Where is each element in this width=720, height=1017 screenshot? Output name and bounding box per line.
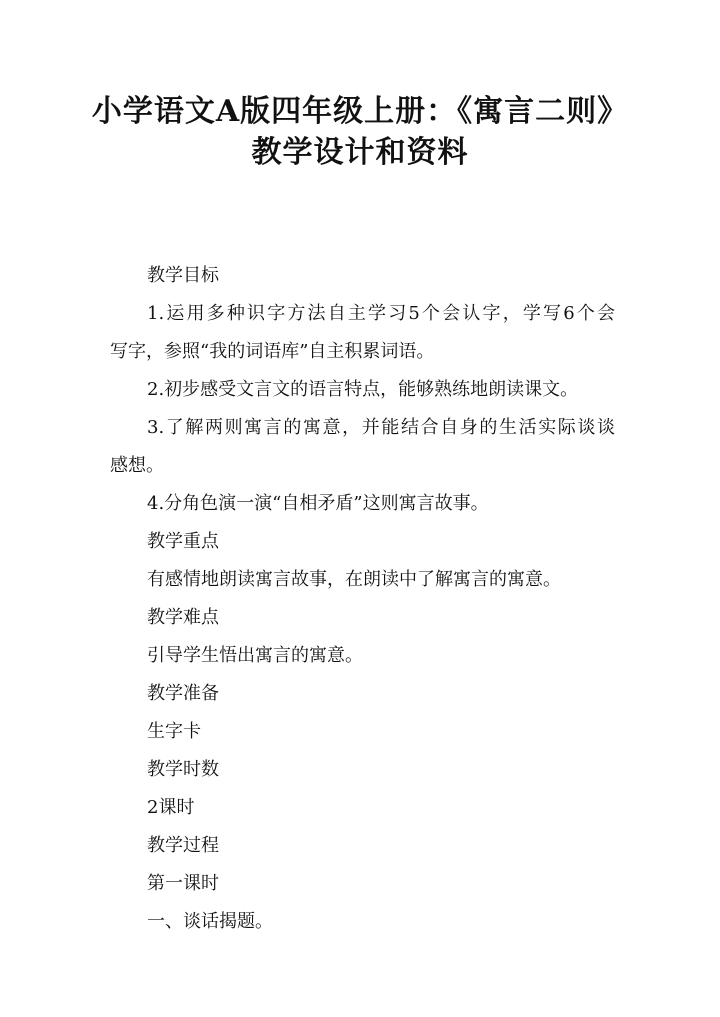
objective-4: 4.分角色演一演“自相矛盾”这则寓言故事。 (147, 493, 489, 514)
objective-3-line-1: 3.了解两则寓言的寓意，并能结合自身的生活实际谈谈 (147, 417, 615, 438)
section-heading-preparation: 教学准备 (147, 683, 219, 704)
class-hours-text: 2课时 (147, 797, 195, 818)
step-1-heading: 一、谈话揭题。 (147, 911, 273, 932)
difficulties-text: 引导学生悟出寓言的寓意。 (147, 645, 363, 666)
preparation-text: 生字卡 (147, 721, 201, 742)
document-title-line-1: 小学语文A版四年级上册：《寓言二则》 (91, 94, 629, 129)
objective-1-line-1: 1.运用多种识字方法自主学习5个会认字，学写6个会 (147, 303, 615, 324)
section-heading-process: 教学过程 (147, 835, 219, 856)
section-heading-difficulties: 教学难点 (147, 607, 219, 628)
section-heading-objectives: 教学目标 (147, 265, 219, 286)
objective-2: 2.初步感受文言文的语言特点，能够熟练地朗读课文。 (147, 379, 579, 400)
objective-1-line-2: 写字，参照“我的词语库”自主积累词语。 (110, 341, 435, 362)
section-heading-key-points: 教学重点 (147, 531, 219, 552)
key-points-text: 有感情地朗读寓言故事，在朗读中了解寓言的寓意。 (147, 569, 561, 590)
first-lesson-heading: 第一课时 (147, 873, 219, 894)
document-title-line-2: 教学设计和资料 (251, 135, 469, 170)
document-body (110, 257, 615, 941)
objective-3-line-2: 感想。 (110, 455, 164, 476)
section-heading-class-hours: 教学时数 (147, 759, 219, 780)
